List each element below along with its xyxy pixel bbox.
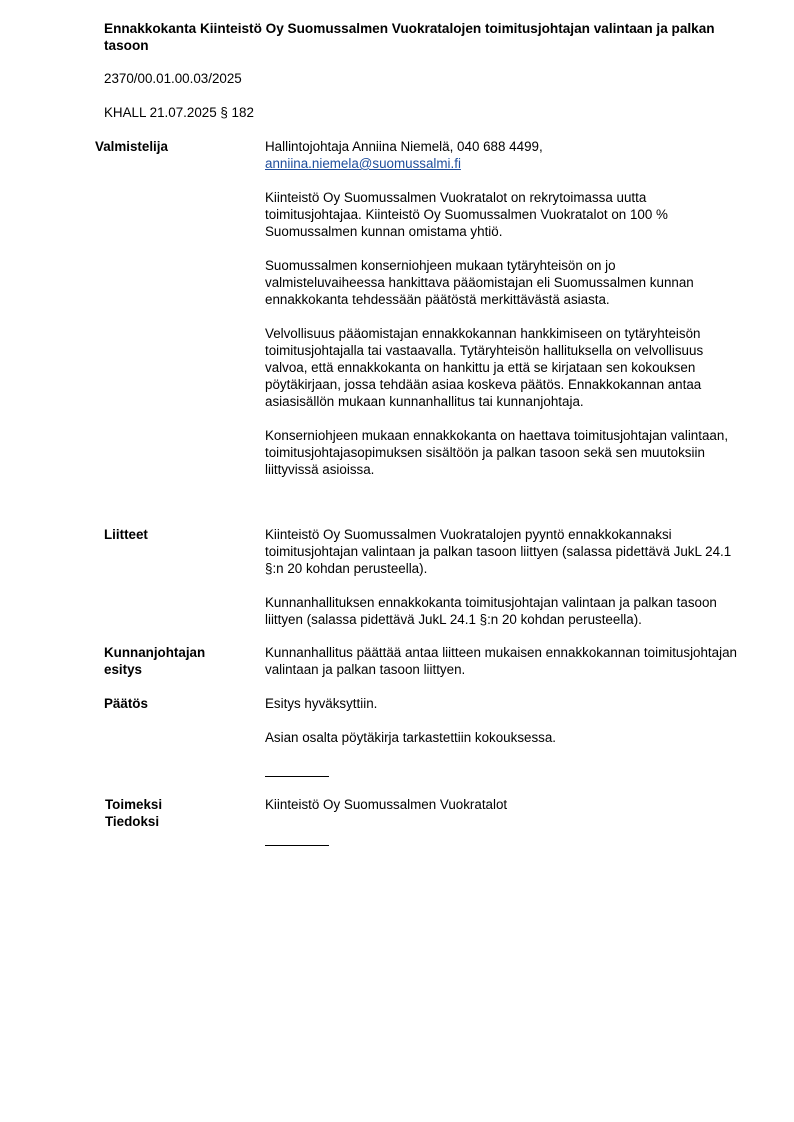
toimeksi-label-line2: Tiedoksi: [105, 814, 160, 829]
paatos-text-2: Asian osalta pöytäkirja tarkastettiin kokouksessa.: [265, 730, 557, 745]
toimeksi-section: [265, 796, 737, 813]
toimeksi-recipient: Kiinteistö Oy Suomussalmen Vuokratalot: [265, 797, 508, 812]
valmistelija-section: [265, 138, 737, 478]
separator-rule-2: [265, 845, 329, 846]
paragraph-1: Kiinteistö Oy Suomussalmen Vuokratalot on rekrytoimassa uutta toimitusjohtajaa. Kiinteistö Oy Suomussalmen Vuokratalot on 100 % Suomussalmen kunnan omistama yhtiö.: [265, 190, 668, 239]
esitys-label: [104, 644, 205, 678]
esitys-label-line2: esitys: [104, 662, 142, 677]
toimeksi-label-line1: Toimeksi: [105, 797, 163, 812]
esitys-section: [265, 644, 737, 678]
diary-number: 2370/00.01.00.03/2025: [104, 71, 242, 86]
paragraph-4: Konserniohjeen mukaan ennakkokanta on haettava toimitusjohtajan valintaan, toimitusjohtajasopimuksen sisältöön ja palkan tasoon sekä sen muutoksiin liittyvissä asioissa.: [265, 428, 729, 477]
paragraph-2: Suomussalmen konserniohjeen mukaan tytäryhteisön on jo valmisteluvaiheessa hankittava pääomistajan eli Suomussalmen kunnan ennakkokanta tehdessään päätöstä merkittävästä asiasta.: [265, 258, 694, 307]
liitteet-label: Liitteet: [104, 527, 148, 542]
esitys-label-line1: Kunnanjohtajan: [104, 645, 206, 660]
preparer-email-link[interactable]: anniina.niemela@suomussalmi.fi: [265, 156, 461, 171]
attachment-1: Kiinteistö Oy Suomussalmen Vuokratalojen pyyntö ennakkokannaksi toimitusjohtajan valintaan ja palkan tasoon liittyen (salassa pidettävä JukL 24.1 §:n 20 kohdan perusteella).: [265, 527, 732, 576]
preparer-line: Hallintojohtaja Anniina Niemelä, 040 688 4499,: [265, 139, 543, 154]
paatos-label: Päätös: [104, 696, 148, 711]
document-title: Ennakkokanta Kiinteistö Oy Suomussalmen Vuokratalojen toimitusjohtajan valintaan ja palkan tasoon: [104, 21, 715, 53]
valmistelija-label: Valmistelija: [95, 139, 168, 154]
liitteet-section: [265, 526, 737, 628]
separator-rule-1: [265, 776, 329, 777]
paatos-text-1: Esitys hyväksyttiin.: [265, 696, 378, 711]
esitys-text: Kunnanhallitus päättää antaa liitteen mukaisen ennakkokannan toimitusjohtajan valintaan ja palkan tasoon liittyen.: [265, 645, 737, 677]
toimeksi-label: [105, 796, 162, 830]
attachment-2: Kunnanhallituksen ennakkokanta toimitusjohtajan valintaan ja palkan tasoon liittyen (salassa pidettävä JukL 24.1 §:n 20 kohdan perusteella).: [265, 595, 717, 627]
paatos-section: [265, 695, 737, 746]
paragraph-3: Velvollisuus pääomistajan ennakkokannan hankkimiseen on tytäryhteisön toimitusjohtajalla tai vastaavalla. Tytäryhteisön hallituksella on velvollisuus valvoa, että ennakkokanta on hankittu ja että se kirjataan sen kokouksen pöytäkirjaan, jossa tehdään asiaa koskeva päätös. Ennakkokannan antaa asiasisällön mukaan kunnanhallitus tai kunnanjohtaja.: [265, 326, 704, 409]
meeting-reference: KHALL 21.07.2025 § 182: [104, 105, 254, 120]
